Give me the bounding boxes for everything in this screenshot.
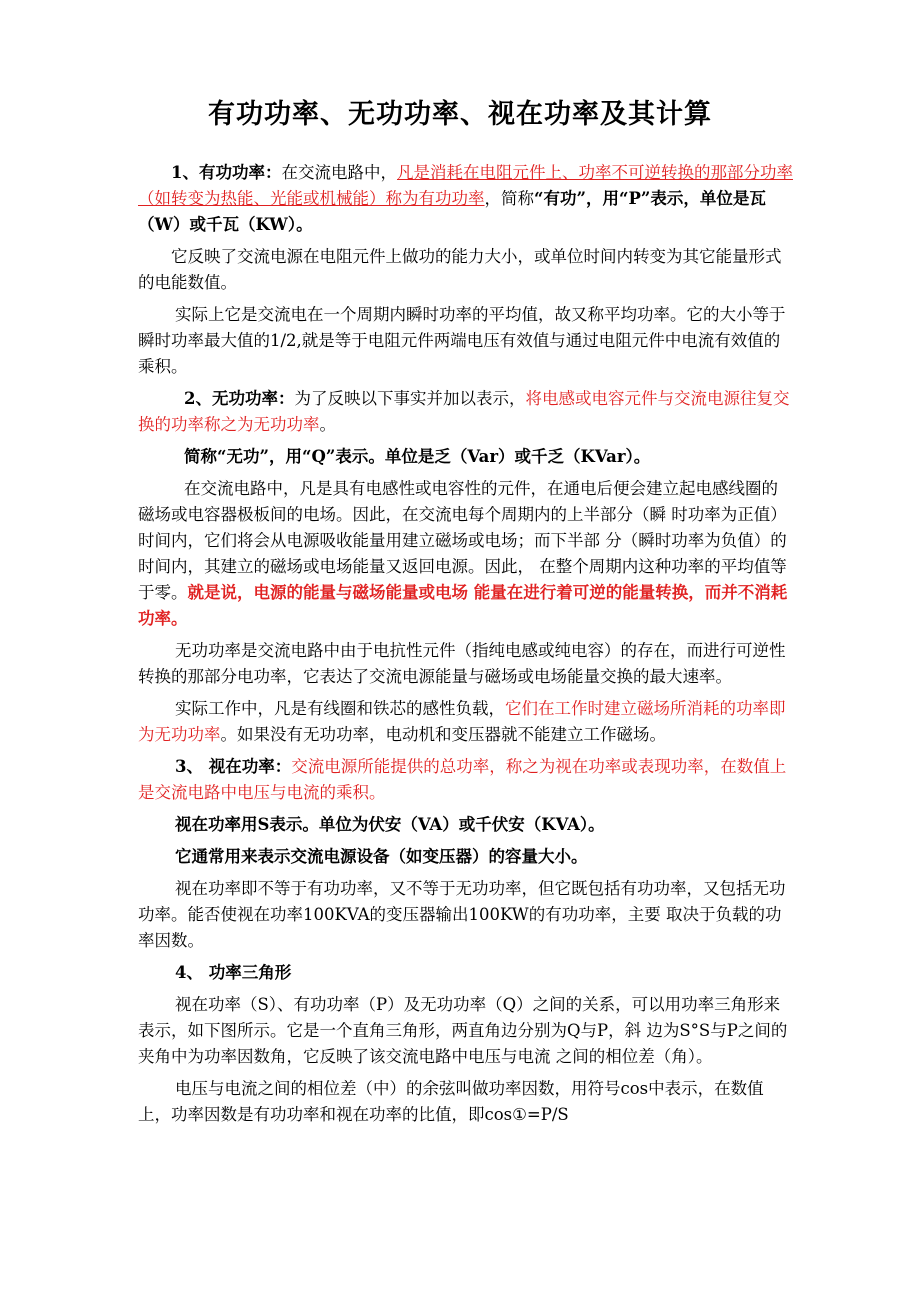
section-3-label: 3、 视在功率：	[175, 757, 292, 776]
highlight-statement: 就是说，电源的能量与磁场能量或电场 能量在进行着可逆的能量转换，而并不消耗功率。	[138, 583, 788, 628]
text-span: ，简称	[484, 189, 534, 208]
paragraph-15: 电压与电流之间的相位差（中）的余弦叫做功率因数，用符号cos中表示，在数值上，功率因数是有功功率和视在功率的比值，即cos①=P/S	[138, 1079, 764, 1124]
section-2-label: 2、无功功率：	[184, 389, 295, 408]
page-title: 有功功率、无功功率、视在功率及其计算	[208, 99, 712, 130]
paragraph-6	[138, 476, 794, 632]
section-2-paragraph	[138, 386, 794, 438]
paragraph-8	[138, 696, 794, 748]
text-span: 在交流电路中，凡是具有电感性或电容性的元件，在通电后便会建立起电感线圈的磁场或电容器极板间的电场。因此，在交流电每个周期内的上半部分（瞬 时功率为正值）时间内，它们将会从电源吸收能量用建立磁场或电场；而下半部 分（瞬时功率为负值）的时间内，其建立的磁场或电场能量又返回电源。因此， 在整个周期内这种功率的平均值等于零。	[138, 479, 787, 602]
paragraph-14: 视在功率（S）、有功功率（P）及无功功率（Q）之间的关系，可以用功率三角形来表示，如下图所示。它是一个直角三角形，两直角边分别为Q与P，斜 边为S°S与P之间的夹角中为功率因数角，它反映了该交流电路中电压与电流 之间的相位差（角）。	[138, 995, 788, 1066]
paragraph-3: 实际上它是交流电在一个周期内瞬时功率的平均值，故又称平均功率。它的大小等于瞬时功率最大值的1/2,就是等于电阻元件两端电压有效值与通过电阻元件中电流有效值的乘积。	[138, 305, 786, 376]
section-4-heading: 4、 功率三角形	[175, 963, 292, 982]
text-span: 为了反映以下事实并加以表示，	[294, 389, 526, 408]
text-span: 在交流电路中，	[281, 163, 397, 182]
section-1-label: 1、有功功率：	[171, 163, 282, 182]
paragraph-5: 简称“无功”，用“Q”表示。单位是乏（Var）或千乏（KVar）。	[184, 447, 651, 466]
highlight-definition: 凡是消耗在电阻元件上、功率不可逆转换的那部分功率（如转变为热能、光能或机械能）称为有功功率	[138, 163, 793, 208]
highlight-definition: 它们在工作时建立磁场所消耗的功率即为无功功率	[138, 699, 786, 744]
paragraph-10: 视在功率用S表示。单位为伏安（VA）或千伏安（KVA）。	[175, 815, 605, 834]
text-span: 。	[319, 415, 336, 434]
text-span: 。如果没有无功功率，电动机和变压器就不能建立工作磁场。	[220, 725, 666, 744]
document-body	[138, 160, 794, 1134]
highlight-definition: 交流电源所能提供的总功率，称之为视在功率或表现功率，在数值上是交流电路中电压与电流的乘积。	[138, 757, 787, 802]
paragraph-12: 视在功率即不等于有功功率，又不等于无功功率，但它既包括有功功率，又包括无功功率。能否使视在功率100KVA的变压器输出100KW的有功功率，主要 取决于负载的功率因数。	[138, 879, 786, 950]
section-3-paragraph	[138, 754, 794, 806]
paragraph-11: 它通常用来表示交流电源设备（如变压器）的容量大小。	[175, 847, 588, 866]
bold-span: “有功”，用“P”表示，单位是瓦（W）或千瓦（KW）。	[138, 189, 766, 234]
paragraph-7: 无功功率是交流电路中由于电抗性元件（指纯电感或纯电容）的存在，而进行可逆性转换的那部分电功率，它表达了交流电源能量与磁场或电场能量交换的最大速率。	[138, 641, 786, 686]
section-1-paragraph	[138, 160, 794, 238]
paragraph-2: 它反映了交流电源在电阻元件上做功的能力大小，或单位时间内转变为其它能量形式的电能数值。	[138, 247, 782, 292]
highlight-definition: 将电感或电容元件与交流电源往复交换的功率称之为无功功率	[138, 389, 790, 434]
text-span: 实际工作中，凡是有线圈和铁芯的感性负载，	[175, 699, 505, 718]
